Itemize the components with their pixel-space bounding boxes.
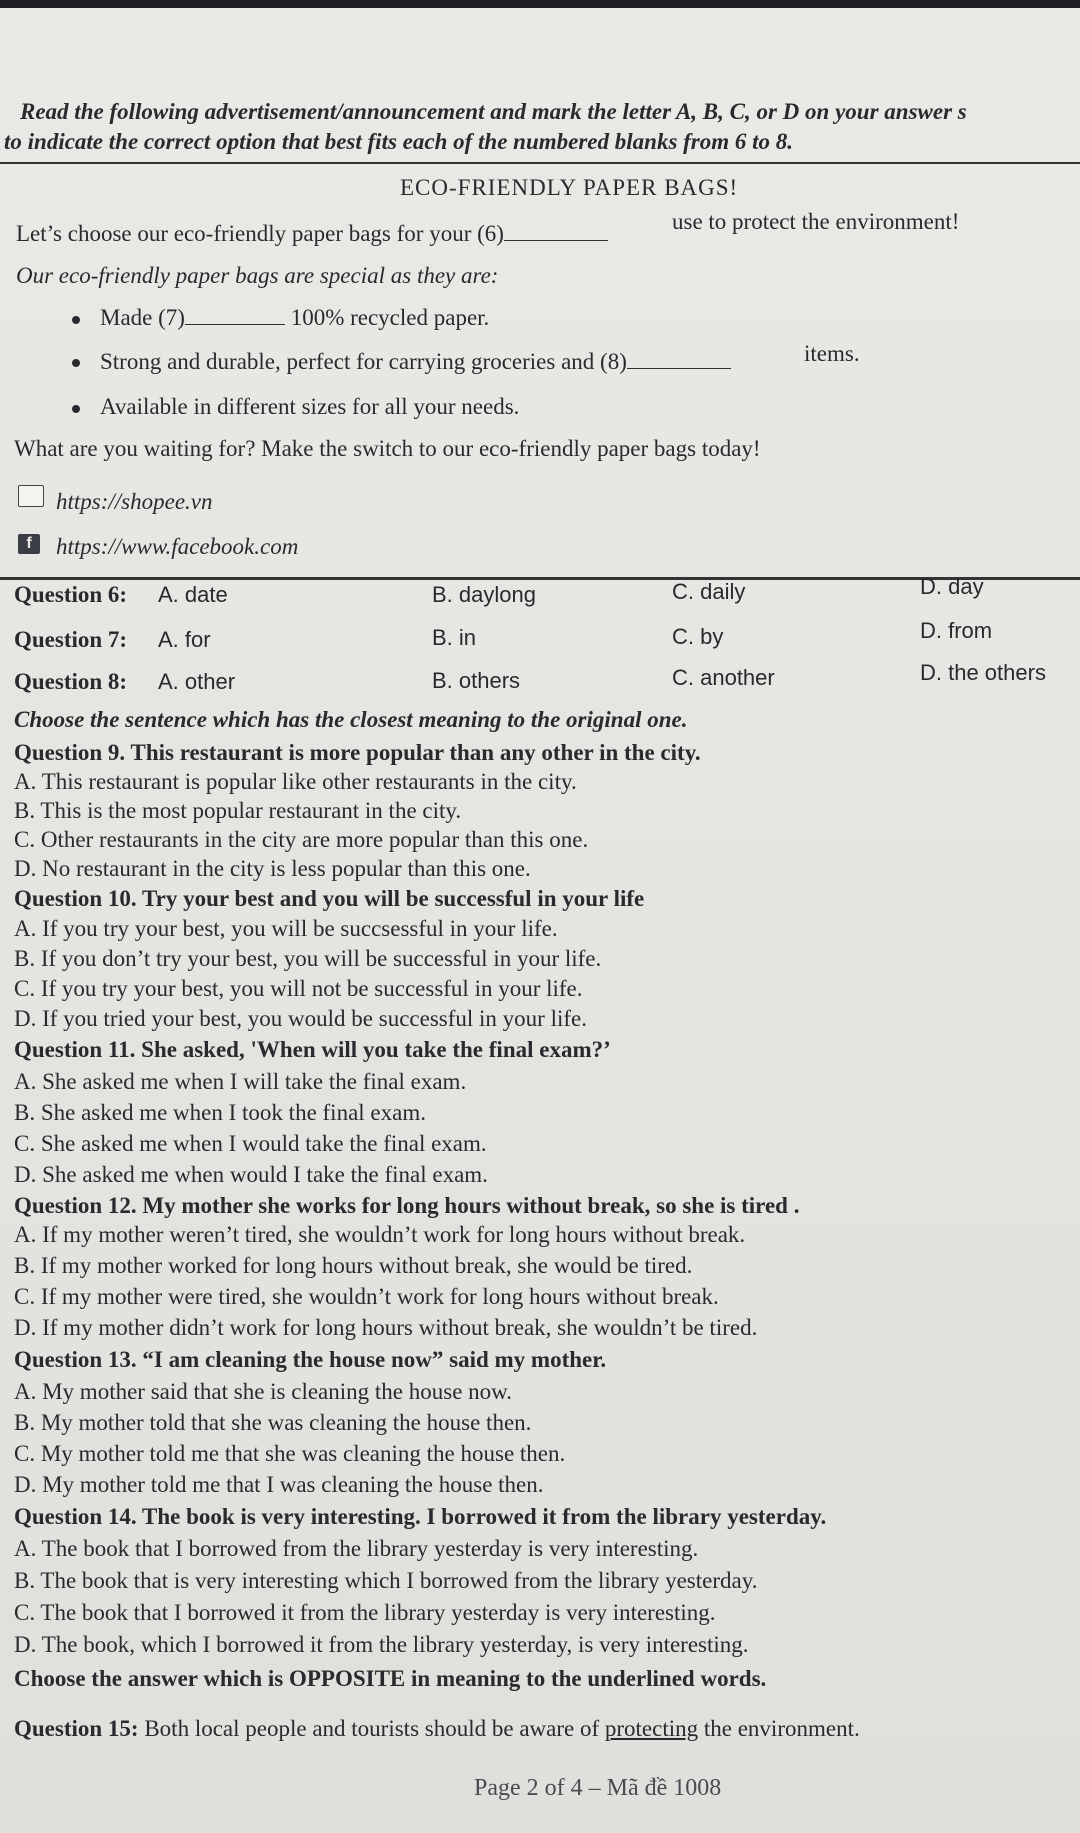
q10-option-b: B. If you don’t try your best, you will be successful in your life.: [14, 946, 602, 971]
q7-label: Question 7:: [14, 627, 128, 652]
q14-option-b: B. The book that is very interesting which I borrowed from the library yesterday.: [14, 1568, 758, 1593]
q11-option-b: B. She asked me when I took the final exam.: [14, 1100, 426, 1125]
q7-option-c: C. by: [672, 624, 724, 649]
instruction-line-1: Read the following advertisement/announcement and mark the letter A, B, C, or D on your answer s: [20, 99, 967, 124]
q15-label: Question 15:: [14, 1716, 139, 1741]
q14-option-c: C. The book that I borrowed it from the library yesterday is very interesting.: [14, 1600, 716, 1625]
q13-option-c: C. My mother told me that she was cleaning the house then.: [14, 1441, 566, 1466]
ad-cta: What are you waiting for? Make the switch to our eco-friendly paper bags today!: [14, 436, 761, 461]
q14-option-a: A. The book that I borrowed from the library yesterday is very interesting.: [14, 1536, 699, 1561]
link-facebook[interactable]: https://www.facebook.com: [56, 534, 299, 559]
q7-option-a: A. for: [158, 627, 211, 652]
blank-8: [627, 350, 731, 369]
q14-stem: Question 14. The book is very interesting. I borrowed it from the library yesterday.: [14, 1504, 827, 1529]
q11-stem: Question 11. She asked, 'When will you take the final exam?’: [14, 1037, 611, 1062]
ad-special: Our eco-friendly paper bags are special as they are:: [16, 263, 499, 288]
q10-option-c: C. If you try your best, you will not be successful in your life.: [14, 976, 583, 1001]
q12-option-c: C. If my mother were tired, she wouldn’t work for long hours without break.: [14, 1284, 719, 1309]
blank-6: [504, 222, 608, 241]
q6-option-b: B. daylong: [432, 582, 536, 607]
q6-label: Question 6:: [14, 582, 128, 607]
q14-option-d: D. The book, which I borrowed it from the library yesterday, is very interesting.: [14, 1632, 749, 1657]
ad-bullet-1: [100, 304, 489, 332]
ad-bullet-1-text: Made (7): [100, 305, 185, 330]
bullet-dot: [72, 405, 80, 413]
q6-option-d: D. day: [920, 574, 984, 599]
facebook-icon: f: [18, 534, 40, 554]
section3-heading: Choose the answer which is OPPOSITE in meaning to the underlined words.: [14, 1666, 767, 1691]
q8-option-a: A. other: [158, 669, 236, 694]
bullet-dot: [72, 359, 80, 367]
ad-bullet-2: [100, 348, 731, 376]
shopee-icon: [18, 485, 44, 507]
ad-intro: [16, 220, 608, 248]
q11-option-a: A. She asked me when I will take the final exam.: [14, 1069, 467, 1094]
q13-option-d: D. My mother told me that I was cleaning the house then.: [14, 1472, 544, 1497]
q9-option-c: C. Other restaurants in the city are more popular than this one.: [14, 827, 589, 852]
q13-stem: Question 13. “I am cleaning the house now” said my mother.: [14, 1347, 607, 1372]
q10-option-d: D. If you tried your best, you would be successful in your life.: [14, 1006, 587, 1031]
q8-option-c: C. another: [672, 665, 775, 690]
q8-option-d: D. the others: [920, 660, 1046, 685]
ad-bullet-2-after: items.: [804, 341, 860, 366]
q6-option-a: A. date: [158, 582, 228, 607]
q11-option-d: D. She asked me when would I take the final exam.: [14, 1162, 488, 1187]
ad-intro-text: Let’s choose our eco-friendly paper bags for your (6): [16, 221, 504, 246]
q8-option-b: B. others: [432, 668, 521, 693]
q10-option-a: A. If you try your best, you will be succsessful in your life.: [14, 916, 558, 941]
q13-option-b: B. My mother told that she was cleaning the house then.: [14, 1410, 532, 1435]
ad-bullet-3: Available in different sizes for all your needs.: [100, 394, 520, 419]
ad-bullet-2-text: Strong and durable, perfect for carrying groceries and (8): [100, 349, 627, 374]
ad-intro-after: use to protect the environment!: [672, 209, 960, 234]
instruction-line-2: to indicate the correct option that best fits each of the numbered blanks from 6 to 8.: [4, 129, 794, 154]
q8-label: Question 8:: [14, 669, 128, 694]
q9-option-d: D. No restaurant in the city is less popular than this one.: [14, 856, 531, 881]
q7-option-b: B. in: [432, 625, 477, 650]
q11-option-c: C. She asked me when I would take the final exam.: [14, 1131, 487, 1156]
section2-heading: Choose the sentence which has the closest meaning to the original one.: [14, 707, 688, 732]
q6-option-c: C. daily: [672, 579, 746, 604]
q12-option-b: B. If my mother worked for long hours without break, she would be tired.: [14, 1253, 693, 1278]
ad-title: ECO-FRIENDLY PAPER BAGS!: [400, 175, 739, 200]
ad-bullet-1-after: 100% recycled paper.: [290, 305, 490, 330]
blank-7: [185, 306, 285, 325]
q9-option-b: B. This is the most popular restaurant in the city.: [14, 798, 462, 823]
q15-line: [14, 1715, 860, 1743]
q12-stem: Question 12. My mother she works for long hours without break, so she is tired .: [14, 1193, 800, 1218]
q15-underlined-word: protecting: [604, 1716, 699, 1741]
link-shopee[interactable]: https://shopee.vn: [56, 489, 213, 514]
q15-text-before: Both local people and tourists should be aware of: [144, 1716, 600, 1741]
q10-stem: Question 10. Try your best and you will be successful in your life: [14, 886, 645, 911]
page-footer: Page 2 of 4 – Mã đề 1008: [474, 1775, 722, 1801]
q9-stem: Question 9. This restaurant is more popular than any other in the city.: [14, 740, 701, 765]
q13-option-a: A. My mother said that she is cleaning the house now.: [14, 1379, 513, 1404]
q7-option-d: D. from: [920, 618, 993, 643]
top-edge: [0, 0, 1080, 8]
q9-option-a: A. This restaurant is popular like other restaurants in the city.: [14, 769, 577, 794]
q12-option-a: A. If my mother weren’t tired, she wouldn’t work for long hours without break.: [14, 1222, 746, 1247]
q12-option-d: D. If my mother didn’t work for long hours without break, she wouldn’t be tired.: [14, 1315, 758, 1340]
q15-text-after: the environment.: [703, 1716, 860, 1741]
bullet-dot: [72, 316, 80, 324]
